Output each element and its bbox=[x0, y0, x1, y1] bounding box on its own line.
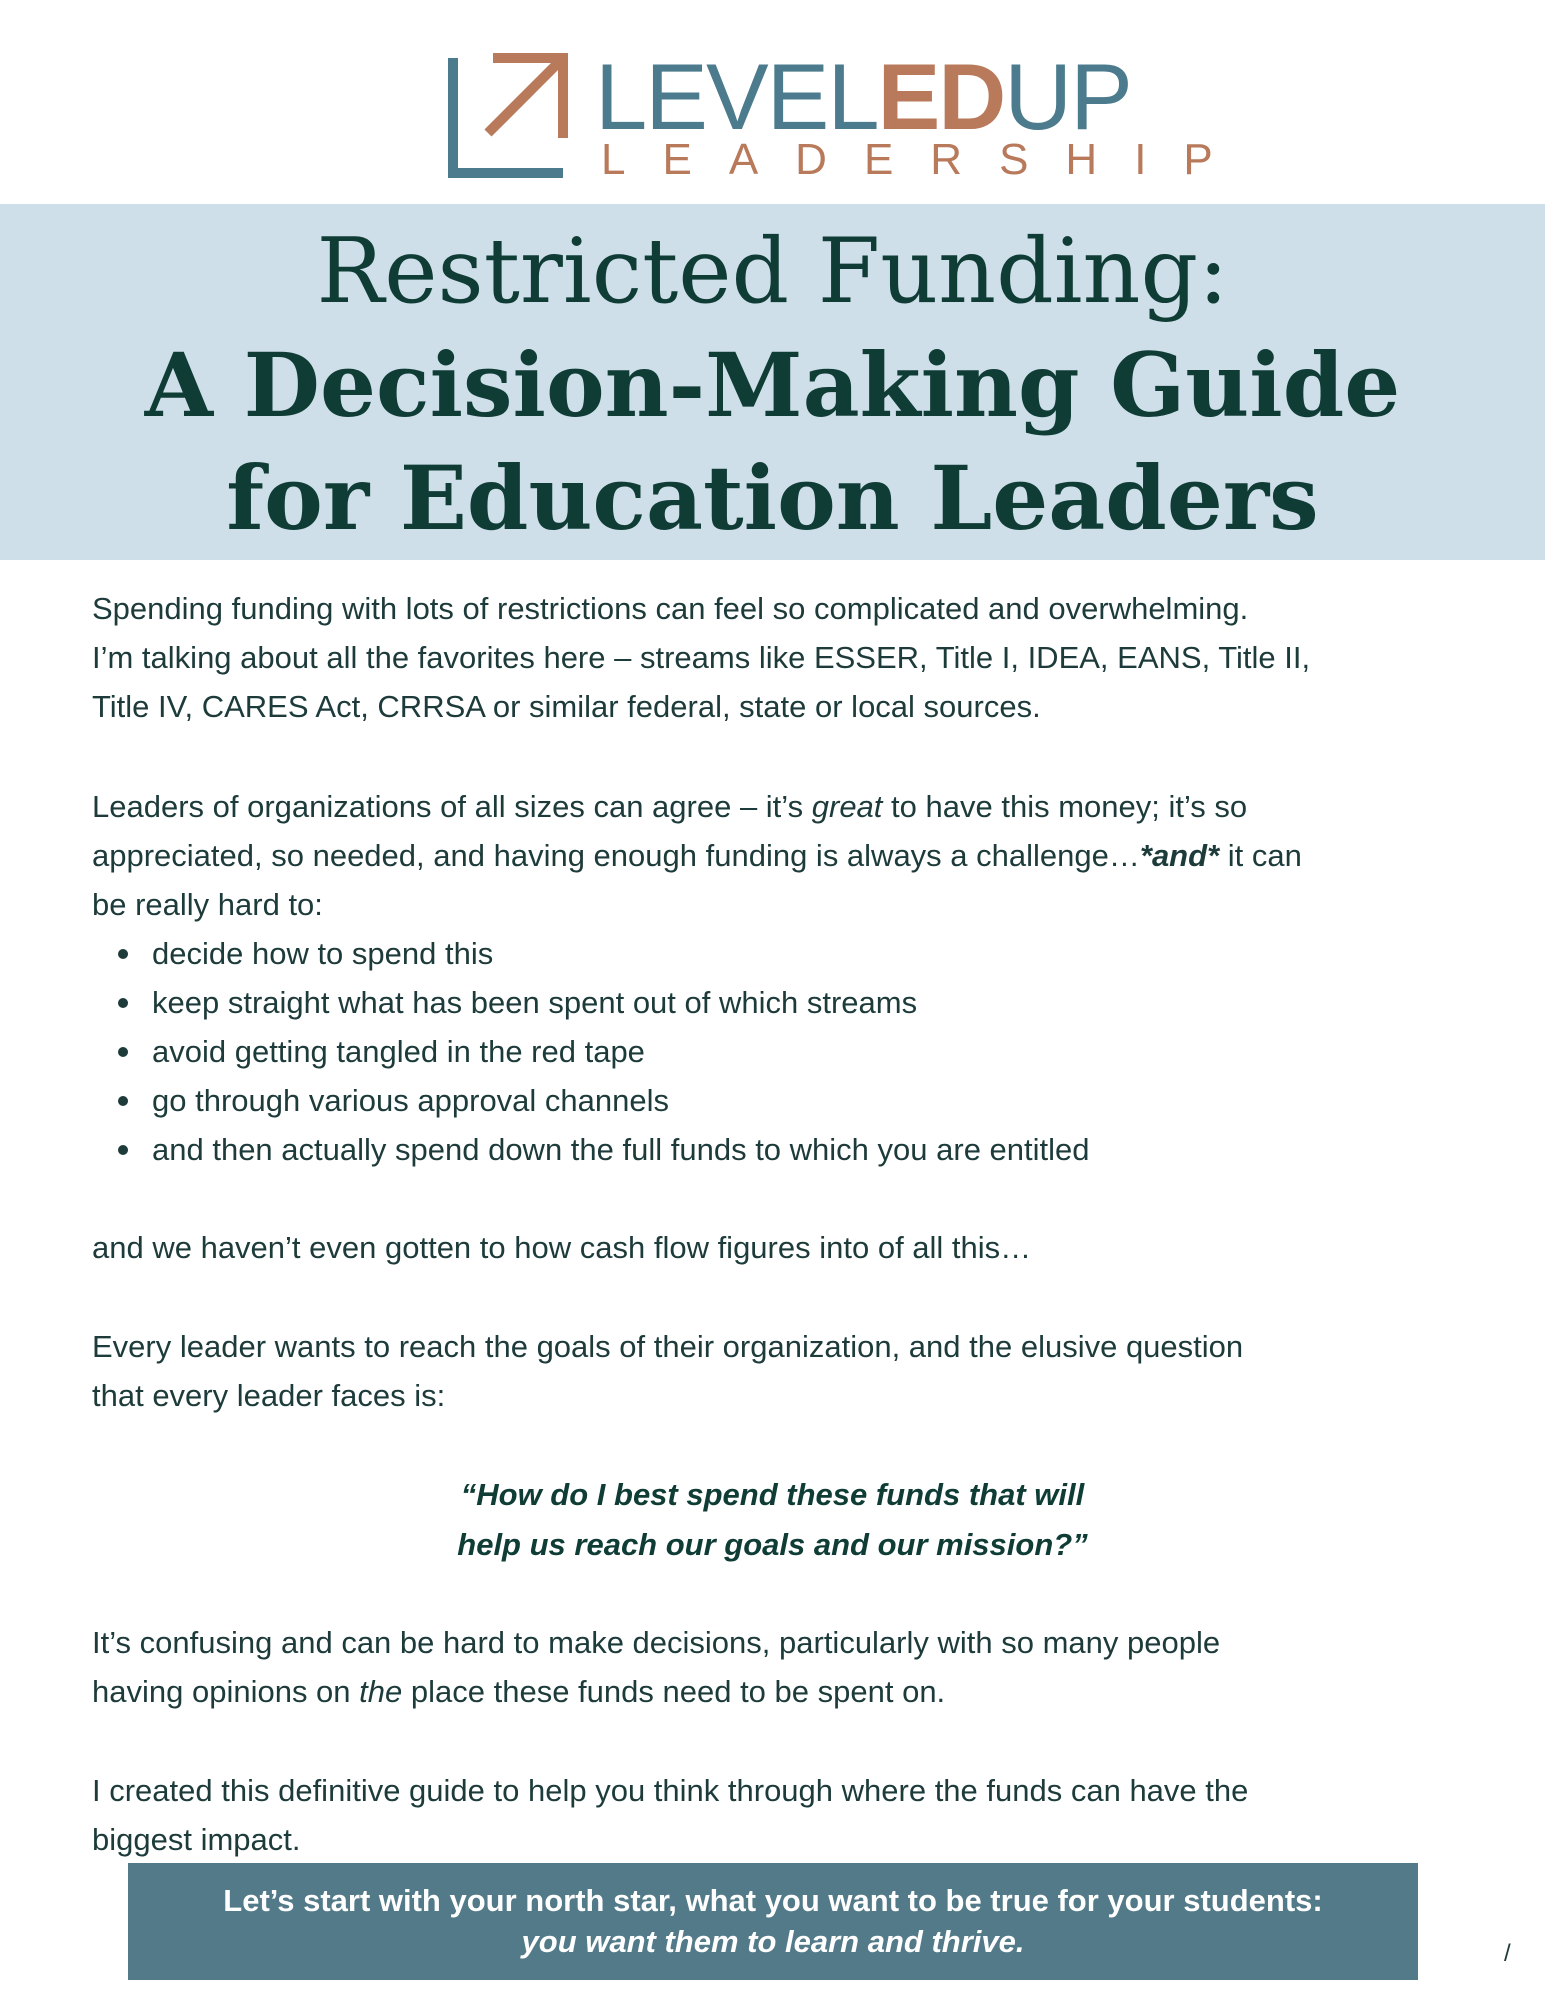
confusion-text-b: place these funds need to be spent on. bbox=[402, 1674, 946, 1709]
goals-line-1: Every leader wants to reach the goals of their organization, and the elusive question bbox=[92, 1329, 1244, 1364]
list-item-text: avoid getting tangled in the red tape bbox=[152, 1034, 645, 1069]
cash-flow-line: and we haven’t even gotten to how cash flow figures into of all this… bbox=[92, 1230, 1032, 1265]
emphasis-the: the bbox=[359, 1674, 403, 1709]
confusion-paragraph bbox=[92, 1618, 1472, 1716]
bullet-dot-icon bbox=[118, 949, 128, 959]
title-line-1: Restricted Funding: bbox=[316, 219, 1229, 324]
challenge-text-b: to have this money; it’s so bbox=[882, 789, 1248, 824]
logo bbox=[443, 44, 1250, 184]
intro-line-1: Spending funding with lots of restrictions can feel so complicated and overwhelming. bbox=[92, 591, 1249, 626]
corner-mark: / bbox=[1504, 1940, 1511, 1967]
quote-line-1: “How do I best spend these funds that will bbox=[460, 1477, 1085, 1512]
north-star-callout bbox=[128, 1863, 1418, 1980]
challenge-text-a: Leaders of organizations of all sizes can agree – it’s bbox=[92, 789, 812, 824]
list-item-text: keep straight what has been spent out of which streams bbox=[152, 985, 918, 1020]
emphasis-and: *and* bbox=[1139, 838, 1220, 873]
guide-purpose-paragraph bbox=[92, 1766, 1472, 1864]
logo-subtitle: LEADERSHIP bbox=[601, 135, 1250, 184]
intro-paragraph bbox=[92, 584, 1472, 731]
challenge-text-c: appreciated, so needed, and having enough funding is always a challenge… bbox=[92, 838, 1140, 873]
guide-purpose-line-2: biggest impact. bbox=[92, 1822, 301, 1857]
challenge-paragraph bbox=[92, 782, 1472, 929]
emphasis-great: great bbox=[811, 789, 883, 824]
bullet-dot-icon bbox=[118, 1145, 128, 1155]
title-line-3: for Education Leaders bbox=[226, 446, 1319, 550]
intro-line-3: Title IV, CARES Act, CRRSA or similar federal, state or local sources. bbox=[92, 689, 1041, 724]
intro-line-2: I’m talking about all the favorites here – streams like ESSER, Title I, IDEA, EANS, Title II, bbox=[92, 640, 1311, 675]
list-item bbox=[92, 1125, 1472, 1174]
list-item bbox=[92, 1027, 1472, 1076]
list-item-text: and then actually spend down the full funds to which you are entitled bbox=[152, 1132, 1090, 1167]
confusion-line-1: It’s confusing and can be hard to make decisions, particularly with so many people bbox=[92, 1625, 1221, 1660]
challenge-line-1 bbox=[92, 782, 1472, 831]
quote-line-2: help us reach our goals and our mission?” bbox=[457, 1527, 1088, 1562]
callout-line-1: Let’s start with your north star, what you want to be true for your students: bbox=[223, 1883, 1323, 1918]
logo-word-up: UP bbox=[1004, 44, 1131, 149]
title-line-2: A Decision-Making Guide bbox=[144, 333, 1401, 437]
goals-paragraph bbox=[92, 1322, 1472, 1420]
goals-line-2: that every leader faces is: bbox=[92, 1378, 446, 1413]
logo-wordmark bbox=[595, 44, 1131, 149]
bullet-dot-icon bbox=[118, 998, 128, 1008]
confusion-text-a: having opinions on bbox=[92, 1674, 360, 1709]
list-item bbox=[92, 1076, 1472, 1125]
bullet-dot-icon bbox=[118, 1096, 128, 1106]
list-item bbox=[92, 978, 1472, 1027]
confusion-line-2 bbox=[92, 1667, 1472, 1716]
challenge-line-2 bbox=[92, 831, 1472, 880]
logo-word-level: LEVEL bbox=[595, 44, 878, 149]
arrow-frame-icon bbox=[443, 53, 573, 183]
guide-purpose-line-1: I created this definitive guide to help you think through where the funds can have the bbox=[92, 1773, 1249, 1808]
callout-line-2: you want them to learn and thrive. bbox=[521, 1924, 1025, 1959]
list-item bbox=[92, 929, 1472, 978]
list-item-text: go through various approval channels bbox=[152, 1083, 670, 1118]
challenge-list bbox=[92, 929, 1472, 1174]
logo-word-ed: ED bbox=[877, 44, 1005, 149]
bullet-dot-icon bbox=[118, 1047, 128, 1057]
cash-flow-paragraph bbox=[92, 1223, 1472, 1272]
challenge-line-3: be really hard to: bbox=[92, 887, 323, 922]
key-question-quote bbox=[0, 1470, 1545, 1570]
challenge-text-d: it can bbox=[1219, 838, 1302, 873]
list-item-text: decide how to spend this bbox=[152, 936, 494, 971]
